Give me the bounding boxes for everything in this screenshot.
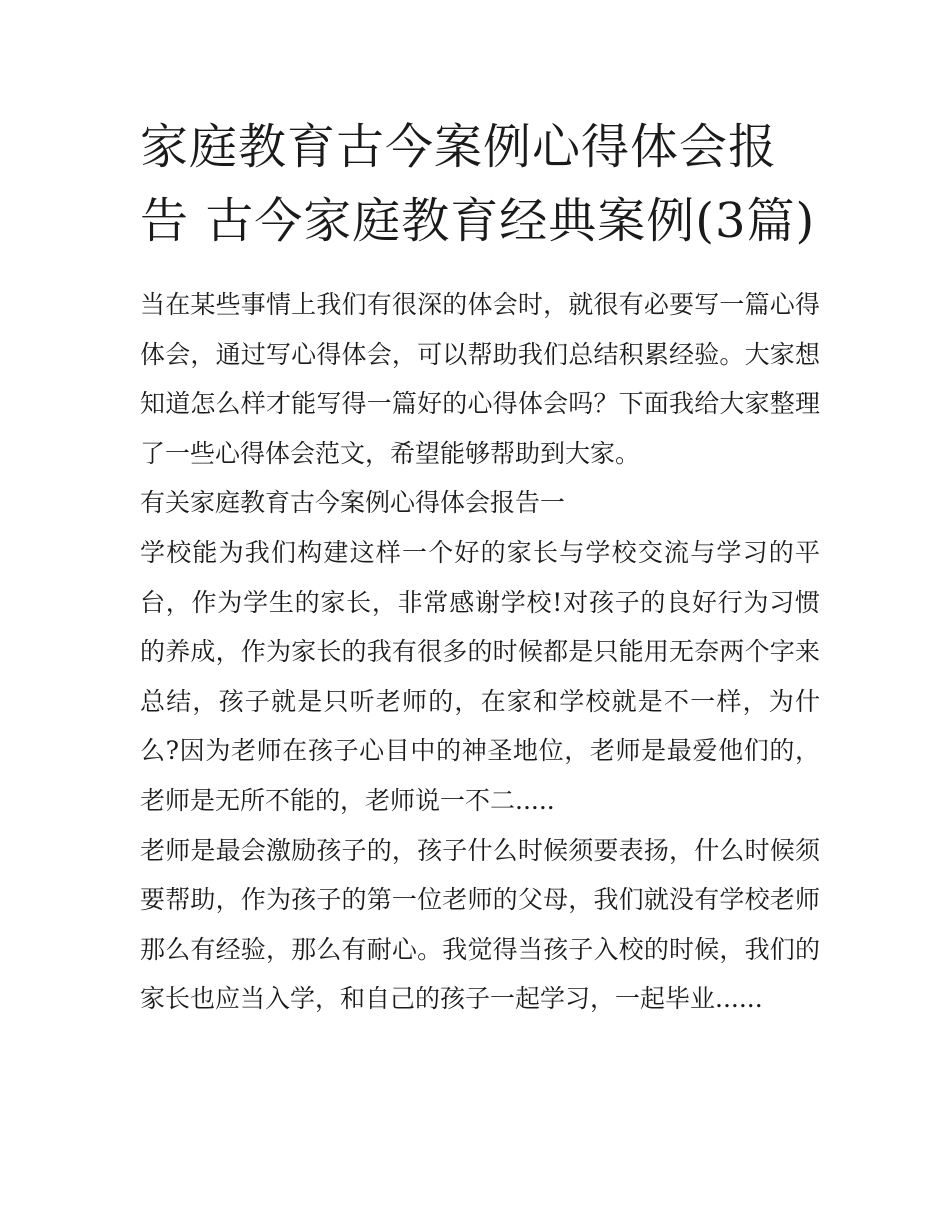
document-title: 家庭教育古今案例心得体会报告 古今家庭教育经典案例(3篇) [140, 119, 816, 249]
body-paragraph: 学校能为我们构建这样一个好的家长与学校交流与学习的平台，作为学生的家长，非常感谢学校!对孩子的良好行为习惯的养成，作为家长的我有很多的时候都是只能用无奈两个字来总结，孩子就是只听老师的，在家和学校就是不一样，为什么?因为老师在孩子心目中的神圣地位，老师是最爱他们的，老师是无所不能的，老师说一不二..... [140, 537, 820, 815]
document-page [140, 110, 820, 1024]
section-heading: 有关家庭教育古今案例心得体会报告一 [140, 488, 566, 518]
body-paragraph: 老师是最会激励孩子的，孩子什么时候须要表扬，什么时候须要帮助，作为孩子的第一位老师的父母，我们就没有学校老师那么有经验，那么有耐心。我觉得当孩子入校的时候，我们的家长也应当入学，和自己的孩子一起学习，一起毕业...... [140, 835, 820, 1014]
intro-paragraph: 当在某些事情上我们有很深的体会时，就很有必要写一篇心得体会，通过写心得体会，可以帮助我们总结积累经验。大家想知道怎么样才能写得一篇好的心得体会吗？下面我给大家整理了一些心得体会范文，希望能够帮助到大家。 [140, 290, 820, 468]
